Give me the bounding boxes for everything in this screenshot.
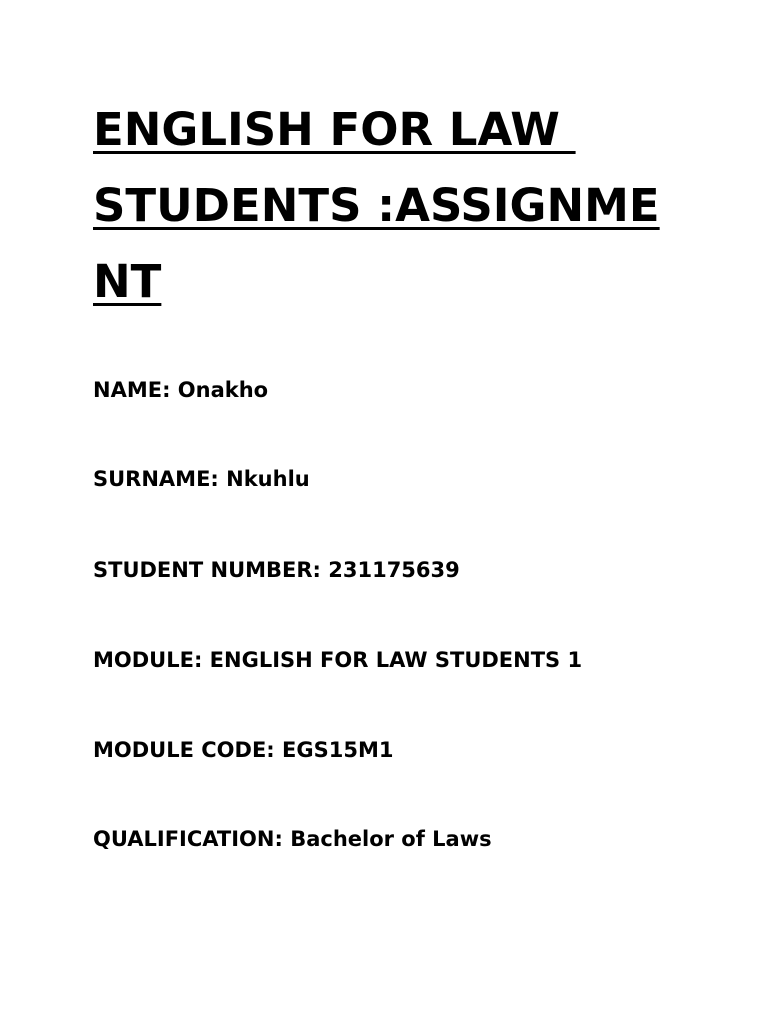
student-number-value: 231175639 [328,558,460,582]
qualification-label: QUALIFICATION: [93,827,283,851]
surname-value: Nkuhlu [226,467,310,491]
document-title [93,92,693,320]
module-code-value: EGS15M1 [282,738,394,762]
surname-label: SURNAME: [93,467,219,491]
module-value: ENGLISH FOR LAW STUDENTS 1 [209,648,583,672]
module-code-field [93,737,393,763]
module-code-label: MODULE CODE: [93,738,275,762]
qualification-field [93,826,492,852]
title-line-3: NT [93,255,162,308]
title-line-2: STUDENTS :ASSIGNME [93,179,660,232]
qualification-value: Bachelor of Laws [290,827,492,851]
name-label: NAME: [93,378,171,402]
module-field [93,647,582,673]
student-number-label: STUDENT NUMBER: [93,558,321,582]
name-field [93,377,268,403]
module-label: MODULE: [93,648,203,672]
surname-field [93,466,310,492]
title-line-1: ENGLISH FOR LAW [93,103,576,156]
name-value: Onakho [177,378,269,402]
student-number-field [93,557,460,583]
